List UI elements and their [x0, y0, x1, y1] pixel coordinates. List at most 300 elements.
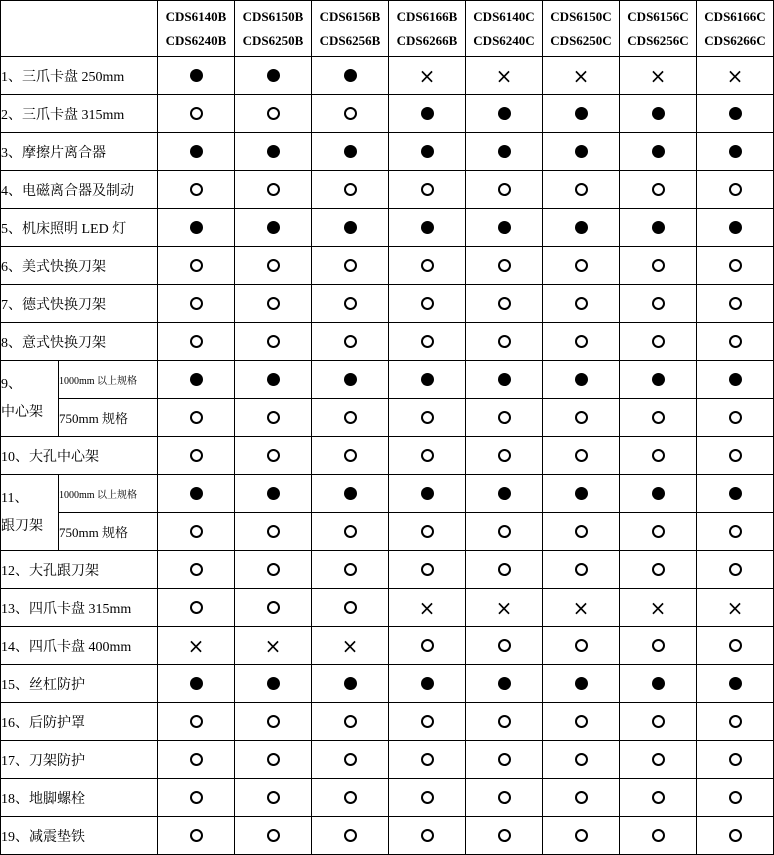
symbol-cell — [697, 171, 774, 209]
open-circle-icon — [575, 525, 588, 538]
open-circle-icon — [421, 639, 434, 652]
symbol-cell — [158, 57, 235, 95]
symbol-cell — [697, 285, 774, 323]
symbol-cell — [697, 399, 774, 437]
group-label-line2: 中心架 — [1, 404, 43, 420]
row-label: 10、大孔中心架 — [1, 437, 158, 475]
symbol-cell — [466, 703, 543, 741]
group-label-line2: 跟刀架 — [1, 518, 43, 534]
sub-row-label: 750mm 规格 — [59, 399, 158, 437]
symbol-cell — [466, 133, 543, 171]
table-row — [1, 57, 774, 95]
symbol-cell — [312, 209, 389, 247]
symbol-cell — [620, 513, 697, 551]
open-circle-icon — [575, 449, 588, 462]
open-circle-icon — [344, 829, 357, 842]
symbol-cell — [620, 399, 697, 437]
symbol-cell — [312, 285, 389, 323]
filled-circle-icon — [729, 107, 742, 120]
symbol-cell — [466, 285, 543, 323]
symbol-cell — [312, 171, 389, 209]
row-label: 3、摩擦片离合器 — [1, 133, 158, 171]
symbol-cell — [235, 703, 312, 741]
table-row — [1, 171, 774, 209]
filled-circle-icon — [498, 677, 511, 690]
filled-circle-icon — [652, 677, 665, 690]
open-circle-icon — [652, 829, 665, 842]
sub-row-label: 1000mm 以上规格 — [59, 475, 158, 513]
filled-circle-icon — [575, 373, 588, 386]
open-circle-icon — [344, 259, 357, 272]
column-header-cds6150c — [543, 1, 620, 57]
model-name-line2: CDS6240B — [165, 32, 227, 48]
open-circle-icon — [267, 183, 280, 196]
row-label: 15、丝杠防护 — [1, 665, 158, 703]
symbol-cell — [466, 247, 543, 285]
symbol-cell — [389, 627, 466, 665]
symbol-cell — [235, 323, 312, 361]
group-row-label — [1, 361, 59, 437]
symbol-cell — [158, 171, 235, 209]
open-circle-icon — [652, 525, 665, 538]
open-circle-icon — [652, 183, 665, 196]
symbol-cell — [466, 95, 543, 133]
filled-circle-icon — [344, 145, 357, 158]
symbol-cell — [312, 589, 389, 627]
symbol-cell — [466, 513, 543, 551]
open-circle-icon — [729, 791, 742, 804]
table-row — [1, 285, 774, 323]
open-circle-icon — [575, 297, 588, 310]
filled-circle-icon — [344, 221, 357, 234]
symbol-cell — [158, 133, 235, 171]
symbol-cell — [389, 437, 466, 475]
symbol-cell — [235, 779, 312, 817]
symbol-cell — [158, 665, 235, 703]
row-label: 12、大孔跟刀架 — [1, 551, 158, 589]
symbol-cell — [158, 817, 235, 855]
row-label: 2、三爪卡盘 315mm — [1, 95, 158, 133]
open-circle-icon — [652, 449, 665, 462]
table-header — [1, 1, 774, 57]
cross-icon: × — [495, 63, 513, 88]
open-circle-icon — [729, 563, 742, 576]
open-circle-icon — [652, 297, 665, 310]
filled-circle-icon — [421, 373, 434, 386]
corner-cell — [1, 1, 158, 57]
symbol-cell — [389, 247, 466, 285]
symbol-cell — [235, 589, 312, 627]
symbol-cell — [543, 323, 620, 361]
table-body — [1, 57, 774, 855]
filled-circle-icon — [729, 145, 742, 158]
group-label-line1: 11、 — [1, 490, 29, 506]
model-name-line1: CDS6140B — [165, 8, 227, 24]
open-circle-icon — [421, 259, 434, 272]
table-row — [1, 627, 774, 665]
cross-icon: × — [726, 595, 744, 620]
symbol-cell — [466, 665, 543, 703]
symbol-cell — [620, 665, 697, 703]
symbol-cell — [620, 171, 697, 209]
table-row — [1, 551, 774, 589]
open-circle-icon — [498, 297, 511, 310]
cross-icon: × — [187, 633, 205, 658]
symbol-cell — [389, 323, 466, 361]
model-name-line1: CDS6150B — [242, 8, 304, 24]
filled-circle-icon — [575, 107, 588, 120]
symbol-cell — [312, 399, 389, 437]
row-label: 16、后防护罩 — [1, 703, 158, 741]
symbol-cell — [312, 627, 389, 665]
symbol-cell — [697, 133, 774, 171]
symbol-cell — [389, 665, 466, 703]
row-label: 14、四爪卡盘 400mm — [1, 627, 158, 665]
symbol-cell — [389, 551, 466, 589]
open-circle-icon — [267, 601, 280, 614]
symbol-cell — [389, 399, 466, 437]
symbol-cell — [389, 95, 466, 133]
table-row — [1, 399, 774, 437]
open-circle-icon — [421, 525, 434, 538]
open-circle-icon — [190, 411, 203, 424]
symbol-cell — [235, 171, 312, 209]
open-circle-icon — [421, 335, 434, 348]
symbol-cell — [697, 475, 774, 513]
symbol-cell — [543, 551, 620, 589]
symbol-cell — [466, 551, 543, 589]
symbol-cell — [235, 285, 312, 323]
symbol-cell — [158, 513, 235, 551]
open-circle-icon — [498, 791, 511, 804]
model-name-line1: CDS6166B — [396, 8, 458, 24]
filled-circle-icon — [652, 107, 665, 120]
row-label: 18、地脚螺栓 — [1, 779, 158, 817]
symbol-cell — [389, 513, 466, 551]
filled-circle-icon — [575, 145, 588, 158]
symbol-cell — [697, 741, 774, 779]
sub-row-label: 1000mm 以上规格 — [59, 361, 158, 399]
open-circle-icon — [190, 563, 203, 576]
open-circle-icon — [190, 449, 203, 462]
open-circle-icon — [575, 715, 588, 728]
symbol-cell — [620, 95, 697, 133]
open-circle-icon — [344, 601, 357, 614]
open-circle-icon — [190, 259, 203, 272]
symbol-cell — [312, 551, 389, 589]
symbol-cell — [466, 361, 543, 399]
symbol-cell — [235, 665, 312, 703]
open-circle-icon — [421, 753, 434, 766]
symbol-cell — [235, 133, 312, 171]
filled-circle-icon — [344, 487, 357, 500]
symbol-cell — [697, 57, 774, 95]
row-label: 19、减震垫铁 — [1, 817, 158, 855]
symbol-cell — [697, 361, 774, 399]
symbol-cell — [697, 627, 774, 665]
filled-circle-icon — [190, 487, 203, 500]
open-circle-icon — [498, 563, 511, 576]
open-circle-icon — [421, 791, 434, 804]
symbol-cell — [543, 57, 620, 95]
open-circle-icon — [190, 829, 203, 842]
symbol-cell — [158, 741, 235, 779]
symbol-cell — [466, 323, 543, 361]
symbol-cell — [466, 475, 543, 513]
symbol-cell — [543, 95, 620, 133]
open-circle-icon — [652, 715, 665, 728]
symbol-cell — [466, 399, 543, 437]
filled-circle-icon — [421, 221, 434, 234]
symbol-cell — [543, 437, 620, 475]
open-circle-icon — [267, 753, 280, 766]
symbol-cell — [312, 703, 389, 741]
column-header-cds6166c — [697, 1, 774, 57]
symbol-cell — [543, 285, 620, 323]
table-row — [1, 133, 774, 171]
filled-circle-icon — [498, 487, 511, 500]
symbol-cell — [389, 779, 466, 817]
column-header-cds6156b — [312, 1, 389, 57]
symbol-cell — [697, 703, 774, 741]
open-circle-icon — [190, 791, 203, 804]
symbol-cell — [466, 741, 543, 779]
symbol-cell — [235, 247, 312, 285]
open-circle-icon — [575, 829, 588, 842]
symbol-cell — [543, 209, 620, 247]
symbol-cell — [312, 475, 389, 513]
open-circle-icon — [729, 525, 742, 538]
symbol-cell — [158, 437, 235, 475]
symbol-cell — [697, 665, 774, 703]
symbol-cell — [235, 95, 312, 133]
filled-circle-icon — [267, 145, 280, 158]
symbol-cell — [235, 361, 312, 399]
column-header-cds6140b — [158, 1, 235, 57]
open-circle-icon — [421, 829, 434, 842]
symbol-cell — [312, 665, 389, 703]
symbol-cell — [543, 703, 620, 741]
open-circle-icon — [267, 791, 280, 804]
symbol-cell — [235, 551, 312, 589]
filled-circle-icon — [575, 487, 588, 500]
open-circle-icon — [729, 829, 742, 842]
cross-icon: × — [649, 595, 667, 620]
filled-circle-icon — [652, 221, 665, 234]
symbol-cell — [312, 323, 389, 361]
open-circle-icon — [267, 297, 280, 310]
symbol-cell — [235, 399, 312, 437]
open-circle-icon — [267, 563, 280, 576]
symbol-cell — [620, 361, 697, 399]
open-circle-icon — [344, 183, 357, 196]
filled-circle-icon — [652, 373, 665, 386]
model-name-line1: CDS6156C — [627, 8, 689, 24]
filled-circle-icon — [421, 487, 434, 500]
open-circle-icon — [190, 107, 203, 120]
open-circle-icon — [729, 297, 742, 310]
column-header-cds6156c — [620, 1, 697, 57]
symbol-cell — [620, 285, 697, 323]
filled-circle-icon — [575, 221, 588, 234]
open-circle-icon — [498, 411, 511, 424]
symbol-cell — [312, 361, 389, 399]
symbol-cell — [697, 589, 774, 627]
open-circle-icon — [652, 411, 665, 424]
open-circle-icon — [575, 183, 588, 196]
filled-circle-icon — [652, 487, 665, 500]
symbol-cell — [312, 95, 389, 133]
open-circle-icon — [421, 715, 434, 728]
open-circle-icon — [344, 563, 357, 576]
filled-circle-icon — [729, 221, 742, 234]
open-circle-icon — [729, 639, 742, 652]
cross-icon: × — [572, 595, 590, 620]
symbol-cell — [235, 741, 312, 779]
open-circle-icon — [498, 259, 511, 272]
cross-icon: × — [341, 633, 359, 658]
symbol-cell — [158, 627, 235, 665]
open-circle-icon — [575, 563, 588, 576]
open-circle-icon — [190, 297, 203, 310]
cross-icon: × — [495, 595, 513, 620]
symbol-cell — [543, 475, 620, 513]
filled-circle-icon — [421, 677, 434, 690]
open-circle-icon — [421, 411, 434, 424]
symbol-cell — [312, 437, 389, 475]
filled-circle-icon — [652, 145, 665, 158]
symbol-cell — [389, 171, 466, 209]
symbol-cell — [158, 779, 235, 817]
filled-circle-icon — [729, 677, 742, 690]
open-circle-icon — [498, 183, 511, 196]
symbol-cell — [235, 475, 312, 513]
open-circle-icon — [190, 525, 203, 538]
open-circle-icon — [267, 411, 280, 424]
symbol-cell — [543, 513, 620, 551]
symbol-cell — [466, 437, 543, 475]
symbol-cell — [620, 475, 697, 513]
sub-row-label: 750mm 规格 — [59, 513, 158, 551]
symbol-cell — [158, 95, 235, 133]
open-circle-icon — [729, 753, 742, 766]
symbol-cell — [697, 209, 774, 247]
filled-circle-icon — [344, 69, 357, 82]
symbol-cell — [466, 779, 543, 817]
symbol-cell — [158, 589, 235, 627]
open-circle-icon — [421, 449, 434, 462]
symbol-cell — [312, 779, 389, 817]
symbol-cell — [389, 475, 466, 513]
open-circle-icon — [190, 335, 203, 348]
symbol-cell — [543, 133, 620, 171]
symbol-cell — [543, 399, 620, 437]
open-circle-icon — [498, 335, 511, 348]
table-row — [1, 779, 774, 817]
open-circle-icon — [498, 525, 511, 538]
open-circle-icon — [575, 259, 588, 272]
symbol-cell — [158, 399, 235, 437]
open-circle-icon — [344, 753, 357, 766]
symbol-cell — [466, 57, 543, 95]
table-row — [1, 513, 774, 551]
symbol-cell — [389, 57, 466, 95]
row-label: 7、德式快换刀架 — [1, 285, 158, 323]
group-label-line1: 9、 — [1, 376, 22, 392]
model-name-line1: CDS6140C — [473, 8, 535, 24]
open-circle-icon — [267, 259, 280, 272]
symbol-cell — [697, 513, 774, 551]
open-circle-icon — [267, 829, 280, 842]
symbol-cell — [312, 817, 389, 855]
symbol-cell — [389, 741, 466, 779]
table-row — [1, 703, 774, 741]
symbol-cell — [389, 209, 466, 247]
filled-circle-icon — [190, 677, 203, 690]
table-row — [1, 247, 774, 285]
symbol-cell — [620, 209, 697, 247]
symbol-cell — [543, 665, 620, 703]
symbol-cell — [158, 247, 235, 285]
open-circle-icon — [344, 525, 357, 538]
symbol-cell — [620, 323, 697, 361]
filled-circle-icon — [498, 145, 511, 158]
open-circle-icon — [575, 411, 588, 424]
row-label: 17、刀架防护 — [1, 741, 158, 779]
open-circle-icon — [344, 791, 357, 804]
open-circle-icon — [729, 411, 742, 424]
symbol-cell — [235, 627, 312, 665]
open-circle-icon — [498, 449, 511, 462]
symbol-cell — [543, 817, 620, 855]
open-circle-icon — [498, 753, 511, 766]
row-label: 5、机床照明 LED 灯 — [1, 209, 158, 247]
open-circle-icon — [498, 639, 511, 652]
symbol-cell — [235, 209, 312, 247]
filled-circle-icon — [344, 373, 357, 386]
symbol-cell — [466, 627, 543, 665]
symbol-cell — [235, 57, 312, 95]
open-circle-icon — [729, 183, 742, 196]
model-name-line1: CDS6150C — [550, 8, 612, 24]
cross-icon: × — [418, 63, 436, 88]
group-row-label — [1, 475, 59, 551]
open-circle-icon — [344, 297, 357, 310]
symbol-cell — [620, 551, 697, 589]
table-row — [1, 361, 774, 399]
table-row — [1, 323, 774, 361]
column-header-cds6150b — [235, 1, 312, 57]
symbol-cell — [620, 779, 697, 817]
symbol-cell — [543, 741, 620, 779]
open-circle-icon — [190, 183, 203, 196]
symbol-cell — [158, 285, 235, 323]
symbol-cell — [620, 627, 697, 665]
symbol-cell — [158, 209, 235, 247]
symbol-cell — [697, 817, 774, 855]
table-row — [1, 437, 774, 475]
model-name-line2: CDS6240C — [473, 32, 535, 48]
open-circle-icon — [498, 829, 511, 842]
symbol-cell — [312, 247, 389, 285]
symbol-cell — [620, 247, 697, 285]
cross-icon: × — [418, 595, 436, 620]
symbol-cell — [543, 589, 620, 627]
symbol-cell — [620, 57, 697, 95]
model-name-line2: CDS6266B — [396, 32, 458, 48]
symbol-cell — [620, 817, 697, 855]
open-circle-icon — [190, 753, 203, 766]
